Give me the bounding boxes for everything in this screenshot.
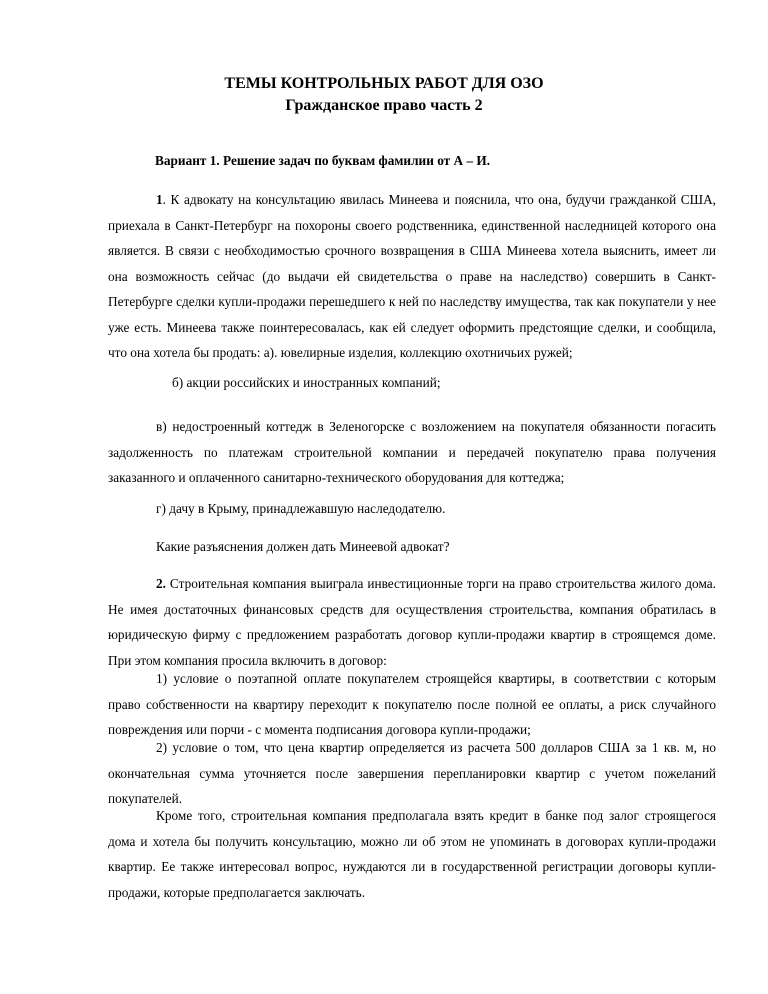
task-1-item-g: г) дачу в Крыму, принадлежавшую наследодателю. bbox=[156, 501, 446, 516]
task-1-paragraph bbox=[108, 187, 716, 366]
task-2-number: 2. bbox=[156, 576, 166, 591]
task-2-extra: Кроме того, строительная компания предполагала взять кредит в банке под залог строящегося дома и хотела бы получить консультацию, можно ли об этом не упоминать в договорах купли-продажи квартир. Ее также интересовал вопрос, нуждаются ли в государственной регистрации договоры купли-продажи, которые предполагается заключать. bbox=[108, 808, 716, 900]
page-title: ТЕМЫ КОНТРОЛЬНЫХ РАБОТ ДЛЯ ОЗО bbox=[224, 75, 544, 92]
task-2-text: Строительная компания выиграла инвестиционные торги на право строительства жилого дома. Не имея достаточных финансовых средств для осуществления строительства, компания обратилась в юридическую фирму с предложением разработать договор купли-продажи квартир в строящемся доме. При этом компания просила включить в договор: bbox=[108, 576, 716, 668]
task-2-condition-2: 2) условие о том, что цена квартир определяется из расчета 500 долларов США за 1 кв. м, но окончательная сумма уточняется после завершения перепланировки квартир с учетом пожеланий покупателей. bbox=[108, 740, 716, 806]
task-1-item-b: б) акции российских и иностранных компаний; bbox=[172, 375, 441, 390]
page-subtitle: Гражданское право часть 2 bbox=[285, 97, 483, 114]
task-1-question: Какие разъяснения должен дать Минеевой адвокат? bbox=[156, 539, 450, 554]
variant-heading: Вариант 1. Решение задач по буквам фамилии от А – И. bbox=[155, 153, 491, 168]
task-1-item-v: в) недостроенный коттедж в Зеленогорске с возложением на покупателя обязанности погасить задолженность по платежам строительной компании и передачей покупателю права получения заказанного и оплаченного санитарно-технического оборудования для коттеджа; bbox=[108, 419, 716, 485]
task-2-condition-1: 1) условие о поэтапной оплате покупателем строящейся квартиры, в соответствии с которым право собственности на квартиру переходит к покупателю после полной ее оплаты, а риск случайного повреждения или порчи - с момента подписания договора купли-продажи; bbox=[108, 671, 716, 737]
task-2-paragraph bbox=[108, 571, 716, 673]
task-1-number: 1 bbox=[156, 192, 163, 207]
task-1-text: . К адвокату на консультацию явилась Минеева и пояснила, что она, будучи гражданкой США, приехала в Санкт-Петербург на похороны своего родственника, единственной наследницей которого она является. В связи с необходимостью срочного возвращения в США Минеева хотела выяснить, имеет ли она возможность сейчас (до выдачи ей свидетельства о праве на наследство) совершить в Санкт-Петербурге сделки купли-продажи перешедшего к ней по наследству имущества, так как покупатели у нее уже есть. Минеева также поинтересовалась, как ей следует оформить предстоящие сделки, и сообщила, что она хотела бы продать: а). ювелирные изделия, коллекцию охотничьих ружей; bbox=[108, 192, 716, 360]
